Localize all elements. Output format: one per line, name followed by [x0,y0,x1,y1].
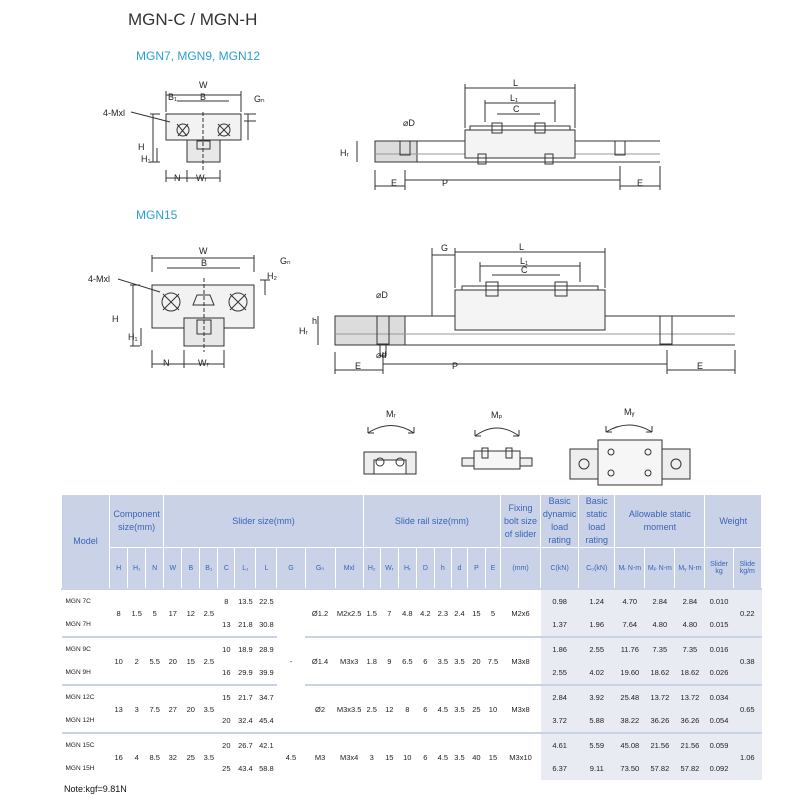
cell: 32.4 [235,709,256,733]
cell: 2.84 [675,589,705,613]
cell: 6.37 [541,757,579,780]
cell: 6 [416,685,434,733]
dim-mxl-1: 4-Mxl [103,108,125,118]
cell: 25 [218,757,235,780]
cell: 0.010 [705,589,733,613]
th-sub: L₁ [235,548,256,590]
th-sub: Gₙ [305,548,335,590]
dim-c-1: C [513,104,520,114]
cell: 21.8 [235,613,256,637]
cell: 1.8 [363,637,380,685]
cell: 15 [218,685,235,709]
cell: 5.59 [579,733,615,757]
th-sub: (mm) [501,548,541,590]
table-row [62,589,762,613]
cell: 18.9 [235,637,256,661]
cell: 45.08 [615,733,645,757]
cell: 39.9 [256,661,277,685]
th-basic-static: Basic static load rating [579,495,615,548]
cell: 13.72 [675,685,705,709]
cell: 3.5 [451,637,467,685]
cell: 38.22 [615,709,645,733]
cell: 8 [110,589,128,637]
cell: 2.55 [579,637,615,661]
cell: 4.02 [579,661,615,685]
th-fixing: Fixing bolt size of slider [501,495,541,548]
cell: 12 [182,589,200,637]
th-sub: C(kN) [541,548,579,590]
cell: 17 [164,589,182,637]
cell: 2.5 [363,685,380,733]
dim-e-1a: E [391,178,398,188]
cell: 1.5 [363,589,380,637]
cell: 3.5 [200,685,218,733]
cell-model: MGN 9H [62,661,110,685]
cell: 13 [218,613,235,637]
cell: 58.8 [256,757,277,780]
th-sub: Mᵧ N-m [675,548,705,590]
dim-wr-2: Wᵣ [198,358,209,368]
cell: 3 [363,733,380,780]
cell: 29.9 [235,661,256,685]
th-sub: G [277,548,305,590]
dim-c-2: C [521,265,528,275]
dim-e-2b: E [697,361,704,371]
cell: 4.80 [645,613,675,637]
cell: 0.015 [705,613,733,637]
th-sub: C [218,548,235,590]
cell: 0.059 [705,733,733,757]
cell: M3x10 [501,733,541,780]
th-sub: C₀(kN) [579,548,615,590]
cell: 5 [146,589,164,637]
cell: 25.48 [615,685,645,709]
cell: 1.24 [579,589,615,613]
cell: 13.5 [235,589,256,613]
cell: 7 [380,589,398,637]
cell: 2.3 [434,589,451,637]
cell: 0.98 [541,589,579,613]
cell: 0.38 [733,637,761,685]
cell: 5 [485,589,500,637]
section-label-small-sizes: MGN7, MGN9, MGN12 [136,49,261,63]
cell: 1.37 [541,613,579,637]
cell: 4.80 [675,613,705,637]
dim-w-2: W [199,246,208,256]
th-sub: B [182,548,200,590]
cell: 7.5 [485,637,500,685]
dim-b-2: B [201,258,208,268]
cell: 7.5 [146,685,164,733]
cell: 0.22 [733,589,761,637]
cell: 57.82 [675,757,705,780]
cell: 3.5 [451,685,467,733]
cell: 3.5 [200,733,218,780]
cell: 32 [164,733,182,780]
dim-h1-2: H₁ [128,332,138,342]
cell: 21.56 [645,733,675,757]
dim-e-2a: E [355,361,362,371]
cell: 25 [467,685,485,733]
cell: 6.5 [398,637,416,685]
cell-model: MGN 7C [62,589,110,613]
cell: Ø1.2 [305,589,335,637]
cell: M3x3.5 [335,685,363,733]
th-sub: L [256,548,277,590]
table-row [62,733,762,757]
cell: 45.4 [256,709,277,733]
dim-b1-1: B₁ [168,92,178,102]
moment-mr-diagram [364,426,416,475]
cross-section-small [131,91,256,182]
cell: 20 [218,709,235,733]
cell: 13 [110,685,128,733]
cell: Ø2 [305,685,335,733]
cell: 28.9 [256,637,277,661]
th-sub: D [416,548,434,590]
cell: 2.55 [541,661,579,685]
th-sub: Slide kg/m [733,548,761,590]
cell: 2.4 [451,589,467,637]
cell: 0.65 [733,685,761,733]
cell: 2.5 [200,637,218,685]
label-my: Mᵧ [624,407,635,417]
cell: 4.8 [398,589,416,637]
cell: 2.84 [645,589,675,613]
side-view-small [357,84,660,190]
spec-table [61,494,762,780]
cell: 30.8 [256,613,277,637]
cell: 7.35 [645,637,675,661]
cell: M3x8 [501,637,541,685]
cell: 36.26 [645,709,675,733]
table-row [62,685,762,709]
cell: 1.5 [128,589,146,637]
dim-gn-1: Gₙ [254,94,265,104]
cell: 3.5 [434,637,451,685]
cell: 16 [218,661,235,685]
cell: 21.56 [675,733,705,757]
cell: 15 [182,637,200,685]
th-sub: h [434,548,451,590]
dim-g-2: G [441,243,449,253]
dim-d-2: ⌀D [376,290,388,300]
th-sub: H₁ [128,548,146,590]
moment-mp-diagram [462,428,532,469]
cell: 1.86 [541,637,579,661]
cell: 0.016 [705,637,733,661]
cell: 7.35 [675,637,705,661]
cell: 7.64 [615,613,645,637]
cell: 11.76 [615,637,645,661]
cell: 16 [110,733,128,780]
cell: 4.5 [434,733,451,780]
th-basic-dyn: Basic dynamic load rating [541,495,579,548]
th-sub: B₁ [200,548,218,590]
cell: 2.5 [200,589,218,637]
cell: 21.7 [235,685,256,709]
th-sub: H₂ [363,548,380,590]
cell: 0.034 [705,685,733,709]
dim-p-1: P [442,178,449,188]
cell-model: MGN 12C [62,685,110,709]
dim-hr-2: Hᵣ [299,326,308,336]
dim-l-1: L [513,78,519,88]
th-sub: Mᵣ N-m [615,548,645,590]
th-sub: N [146,548,164,590]
cell: 0.026 [705,661,733,685]
th-sub: Hᵣ [398,548,416,590]
cell: 9.11 [579,757,615,780]
cell: 10 [110,637,128,685]
cell: 20 [164,637,182,685]
th-sub: Mxl [335,548,363,590]
table-row [62,637,762,661]
cell: 4.70 [615,589,645,613]
th-rail: Slide rail size(mm) [363,495,500,548]
cell: 8 [398,685,416,733]
dim-e-1b: E [637,178,644,188]
cell: 4 [128,733,146,780]
cell: 4.61 [541,733,579,757]
cell: 3.72 [541,709,579,733]
th-sub: H [110,548,128,590]
cell: 19.60 [615,661,645,685]
th-sub: E [485,548,500,590]
dim-l-2: L [519,242,525,252]
cell: M2x2.5 [335,589,363,637]
dim-d-1: ⌀D [403,118,415,128]
cell: 15 [485,733,500,780]
th-moment: Allowable static moment [615,495,705,548]
th-sub: Mₚ N-m [645,548,675,590]
cell-g-merged: - [277,589,305,733]
cell: 20 [182,685,200,733]
cell: 25 [182,733,200,780]
cell: 18.62 [645,661,675,685]
cell: 34.7 [256,685,277,709]
cell-model: MGN 12H [62,709,110,733]
cell: 18.62 [675,661,705,685]
dim-hr-1: Hᵣ [340,148,349,158]
cell: 12 [380,685,398,733]
page-title: MGN-C / MGN-H [128,10,258,29]
cell: Ø1.4 [305,637,335,685]
cell: 57.82 [645,757,675,780]
cell: 43.4 [235,757,256,780]
table-note: Note:kgf=9.81N [64,784,127,794]
cell: M2x6 [501,589,541,637]
th-sub: W [164,548,182,590]
cell: 15 [467,589,485,637]
th-sub: d [451,548,467,590]
dim-h1-1: H₁ [141,154,151,164]
th-component: Component size(mm) [110,495,164,548]
cell-model: MGN 15H [62,757,110,780]
cell: 0.054 [705,709,733,733]
cell: 3.5 [451,733,467,780]
dim-p-2: P [452,361,459,371]
dim-gn-2: Gₙ [280,256,291,266]
dim-n-1: N [174,173,181,183]
th-sub: Wᵣ [380,548,398,590]
cell: 4.5 [277,733,305,780]
cross-section-mgn15 [118,255,270,368]
dim-w-1: W [199,80,208,90]
dim-h-2: H [112,314,119,324]
cell: 8.5 [146,733,164,780]
cell: 6 [416,637,434,685]
cell: 0.092 [705,757,733,780]
cell: 4.2 [416,589,434,637]
cell: 26.7 [235,733,256,757]
cell: 10 [218,637,235,661]
cell: 27 [164,685,182,733]
cell: 6 [416,733,434,780]
dim-h2-2: H₂ [267,271,277,281]
cell: 3.92 [579,685,615,709]
dim-n-2: N [163,358,170,368]
dim-h-small-2: h [312,316,318,326]
cell: M3 [305,733,335,780]
cell: 15 [380,733,398,780]
cell: M3x4 [335,733,363,780]
cell: M3x3 [335,637,363,685]
th-model: Model [62,495,110,590]
cell: 20 [218,733,235,757]
cell: 8 [218,589,235,613]
cell: M3x8 [501,685,541,733]
dim-h-1: H [138,142,145,152]
cell: 2.84 [541,685,579,709]
cell: 1.96 [579,613,615,637]
section-label-mgn15: MGN15 [136,208,178,222]
cell: 9 [380,637,398,685]
label-mp: Mₚ [491,410,503,420]
cell: 5.5 [146,637,164,685]
cell: 36.26 [675,709,705,733]
th-sub: Slider kg [705,548,733,590]
label-mr: Mᵣ [386,409,396,419]
dim-l1-2: L₁ [520,256,529,266]
cell: 20 [467,637,485,685]
cell-model: MGN 9C [62,637,110,661]
cell-model: MGN 7H [62,613,110,637]
cell: 1.06 [733,733,761,780]
cell: 73.50 [615,757,645,780]
cell: 42.1 [256,733,277,757]
cell-model: MGN 15C [62,733,110,757]
dim-mxl-2: 4-Mxl [88,274,110,284]
cell: 3 [128,685,146,733]
cell: 22.5 [256,589,277,613]
cell: 4.5 [434,685,451,733]
dim-wr-1: Wᵣ [196,173,207,183]
cell: 10 [485,685,500,733]
dim-b-1: B [200,92,207,102]
moment-my-diagram [570,425,690,485]
cell: 10 [398,733,416,780]
cell: 2 [128,637,146,685]
th-weight: Weight [705,495,762,548]
th-sub: P [467,548,485,590]
dim-dd-2: ⌀d [376,350,387,360]
dim-l1-1: L₁ [510,93,519,103]
cell: 5.88 [579,709,615,733]
cell: 40 [467,733,485,780]
cell: 13.72 [645,685,675,709]
th-slider: Slider size(mm) [164,495,364,548]
